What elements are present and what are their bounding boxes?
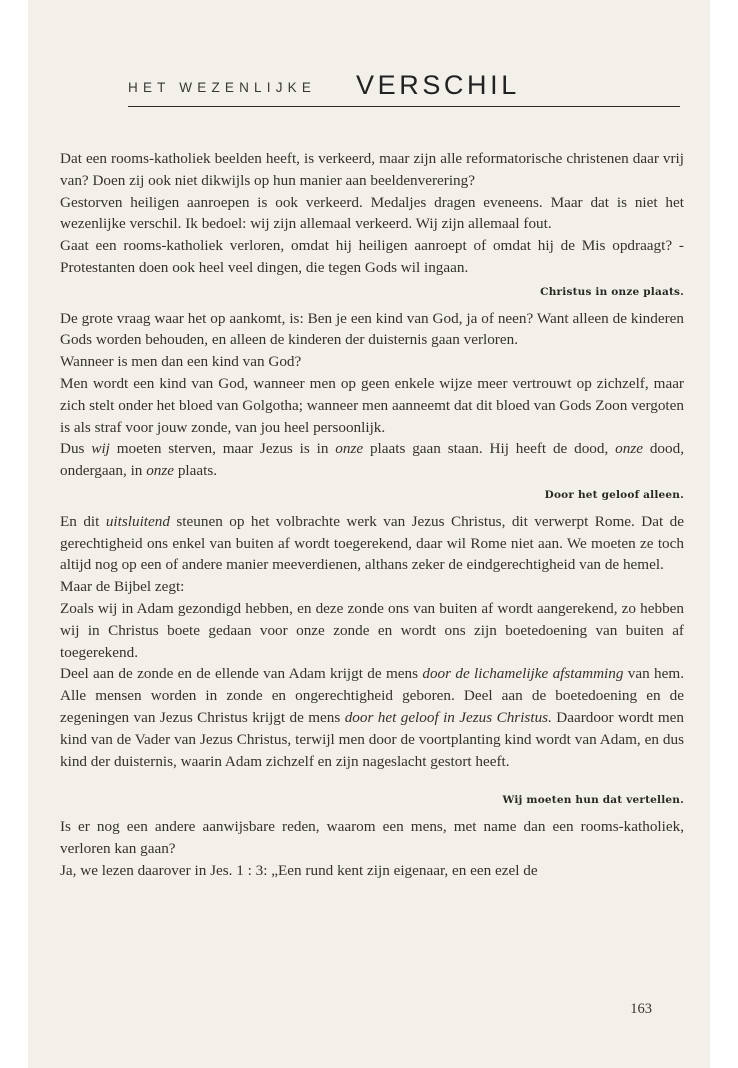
paragraph: Is er nog een andere aanwijsbare reden, waarom een mens, met name dan een rooms-katholiek, verloren kan gaan? xyxy=(60,818,684,857)
paragraph: Ja, we lezen daarover in Jes. 1 : 3: „Een rund kent zijn eigenaar, en een ezel de xyxy=(60,861,538,879)
emphasis: onze xyxy=(146,462,175,480)
book-page xyxy=(28,0,710,1068)
paragraph xyxy=(60,438,684,482)
body-text xyxy=(60,148,684,882)
paragraph: Men wordt een kind van God, wanneer men op geen enkele wijze meer vertrouwt op zichzelf, maar zich stelt onder het bloed van Golgotha; wanneer men aanneemt dat dit bloed van Gods Zoon vergoten is als straf voor jouw zonde, van jou heel persoonlijk. xyxy=(60,374,684,436)
emphasis: onze xyxy=(335,440,364,458)
text-run: Deel aan de zonde en de ellende van Adam krijgt de mens xyxy=(60,665,423,683)
subheading-wij-moeten-hun-dat-vertellen: Wij moeten hun dat vertellen. xyxy=(502,794,684,807)
paragraph: Zoals wij in Adam gezondigd hebben, en deze zonde ons van buiten af wordt aangerekend, zo hebben wij in Christus boete gedaan voor onze zonde en wordt ons zijn boetedoening van buiten af toegerekend. xyxy=(60,599,684,661)
emphasis: door het geloof in Jezus Christus. xyxy=(344,708,552,726)
emphasis: wij xyxy=(91,440,110,458)
text-run: steunen op het volbrachte werk van Jezus Christus, dit verwerpt Rome. Dat de gerechtigheid ons enkel van buiten af wordt toegerekend, daar wil Rome niet aan. We moeten ze toch altijd nog op een of andere manier meeverdienen, althans zeker de eindgerechtigheid van de hemel. xyxy=(60,512,684,574)
text-run: moeten sterven, maar Jezus is in xyxy=(109,440,336,458)
subheading-door-het-geloof-alleen: Door het geloof alleen. xyxy=(544,488,684,501)
paragraph: Dat een rooms-katholiek beelden heeft, is verkeerd, maar zijn alle reformatorische christenen daar vrij van? Doen zij ook niet dikwijls op hun manier aan beeldenverering? xyxy=(60,150,684,189)
text-run: Daardoor wordt men kind van de Vader van Jezus Christus, terwijl men door de voortplanting kind wordt van Adam, en dus kind der duisternis, waarin Adam zichzelf en zijn nageslacht gestort heeft. xyxy=(60,708,684,770)
chapter-heading xyxy=(128,72,680,107)
paragraph: De grote vraag waar het op aankomt, is: Ben je een kind van God, ja of neen? Want alleen de kinderen Gods worden behouden, en alleen de kinderen der duisternis gaan verloren. xyxy=(60,309,684,349)
emphasis: onze xyxy=(615,440,643,458)
paragraph: Gaat een rooms-katholiek verloren, omdat hij heiligen aanroept of omdat hij de Mis opdraagt? - Protestanten doen ook heel veel dingen, die tegen Gods wil ingaan. xyxy=(60,237,684,276)
emphasis: uitsluitend xyxy=(105,512,170,530)
text-run: van hem. Alle mensen worden in zonde en ongerechtigheid geboren. Deel aan de boetedoening en de zegeningen van Jezus Christus krijgt de mens xyxy=(60,665,685,726)
heading-title: VERSCHIL xyxy=(356,70,520,100)
paragraph: Maar de Bijbel zegt: xyxy=(60,578,185,596)
subheading-christus-in-onze-plaats: Christus in onze plaats. xyxy=(540,285,684,298)
heading-prefix: HET WEZENLIJKE xyxy=(128,80,317,95)
page-number: 163 xyxy=(630,1001,652,1017)
text-run: plaats gaan staan. Hij heeft de dood, xyxy=(363,440,616,458)
text-run: En dit xyxy=(60,512,106,530)
paragraph xyxy=(60,663,684,772)
paragraph: Wanneer is men dan een kind van God? xyxy=(60,353,302,371)
text-run: Dus xyxy=(60,440,92,458)
text-run: plaats. xyxy=(174,462,218,480)
text-run: dood, ondergaan, in xyxy=(60,440,684,480)
emphasis: door de lichamelijke afstamming xyxy=(422,665,624,683)
paragraph: Gestorven heiligen aanroepen is ook verkeerd. Medaljes dragen eveneens. Maar dat is niet het wezenlijke verschil. Ik bedoel: wij zijn allemaal verkeerd. Wij zijn allemaal fout. xyxy=(60,193,684,233)
paragraph xyxy=(60,511,684,576)
